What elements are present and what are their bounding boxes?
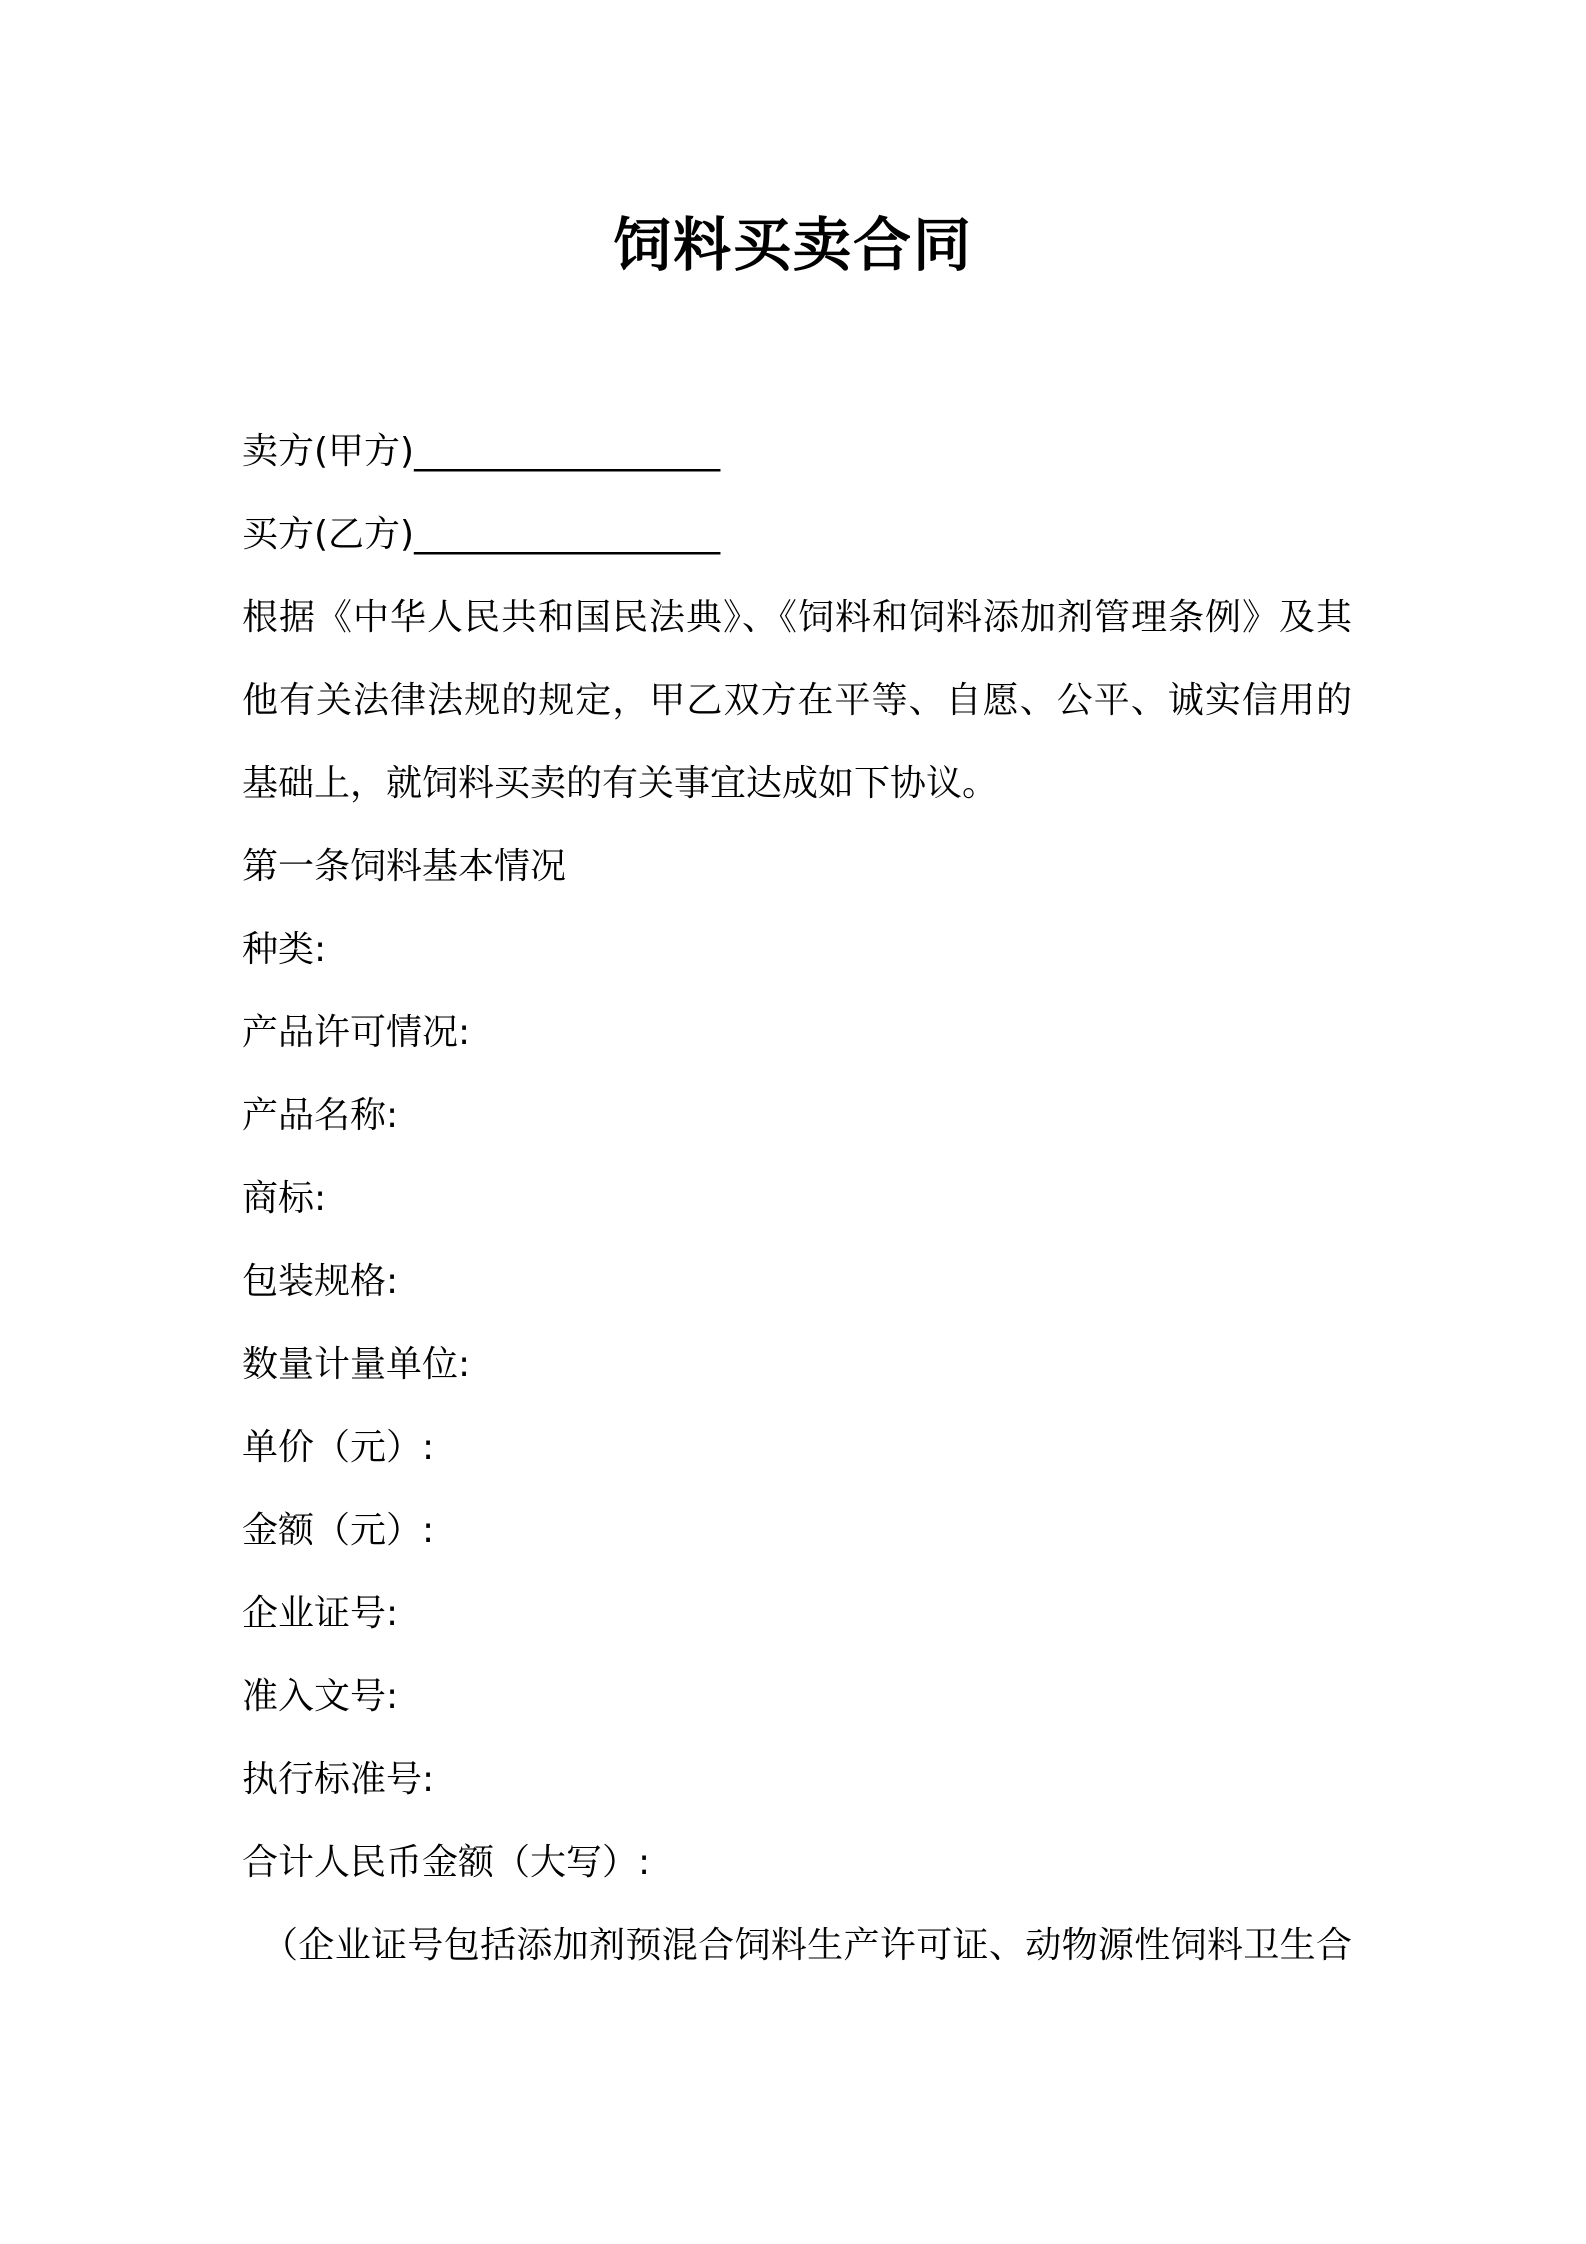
intro-line-3: 基础上，就饲料买卖的有关事宜达成如下协议。 — [242, 763, 999, 804]
intro-line-1: 根据《中华人民共和国民法典》、《饲料和饲料添加剂管理条例》及其 — [242, 597, 1352, 638]
field-package-spec: 包装规格: — [242, 1261, 399, 1302]
field-product-name: 产品名称: — [242, 1095, 399, 1136]
field-amount: 金额（元）: — [242, 1510, 435, 1551]
buyer-line: 买方(乙方)_________________ — [242, 514, 721, 555]
article-1-heading: 第一条饲料基本情况 — [242, 846, 567, 887]
intro-line-2: 他有关法律法规的规定，甲乙双方在平等、自愿、公平、诚实信用的 — [242, 680, 1352, 721]
seller-line: 卖方(甲方)_________________ — [242, 431, 721, 472]
field-quantity-unit: 数量计量单位: — [242, 1344, 471, 1385]
field-enterprise-cert: 企业证号: — [242, 1593, 399, 1634]
field-access-number: 准入文号: — [242, 1676, 399, 1717]
field-category: 种类: — [242, 929, 327, 970]
note-line: （企业证号包括添加剂预混合饲料生产许可证、动物源性饲料卫生合 — [262, 1925, 1352, 1966]
document-body — [242, 410, 1352, 1987]
field-trademark: 商标: — [242, 1178, 327, 1219]
field-product-license: 产品许可情况: — [242, 1012, 471, 1053]
field-standard-number: 执行标准号: — [242, 1759, 435, 1800]
document-title: 饲料买卖合同 — [612, 211, 973, 279]
field-unit-price: 单价（元）: — [242, 1427, 435, 1468]
field-total-rmb: 合计人民币金额（大写）: — [242, 1842, 651, 1883]
